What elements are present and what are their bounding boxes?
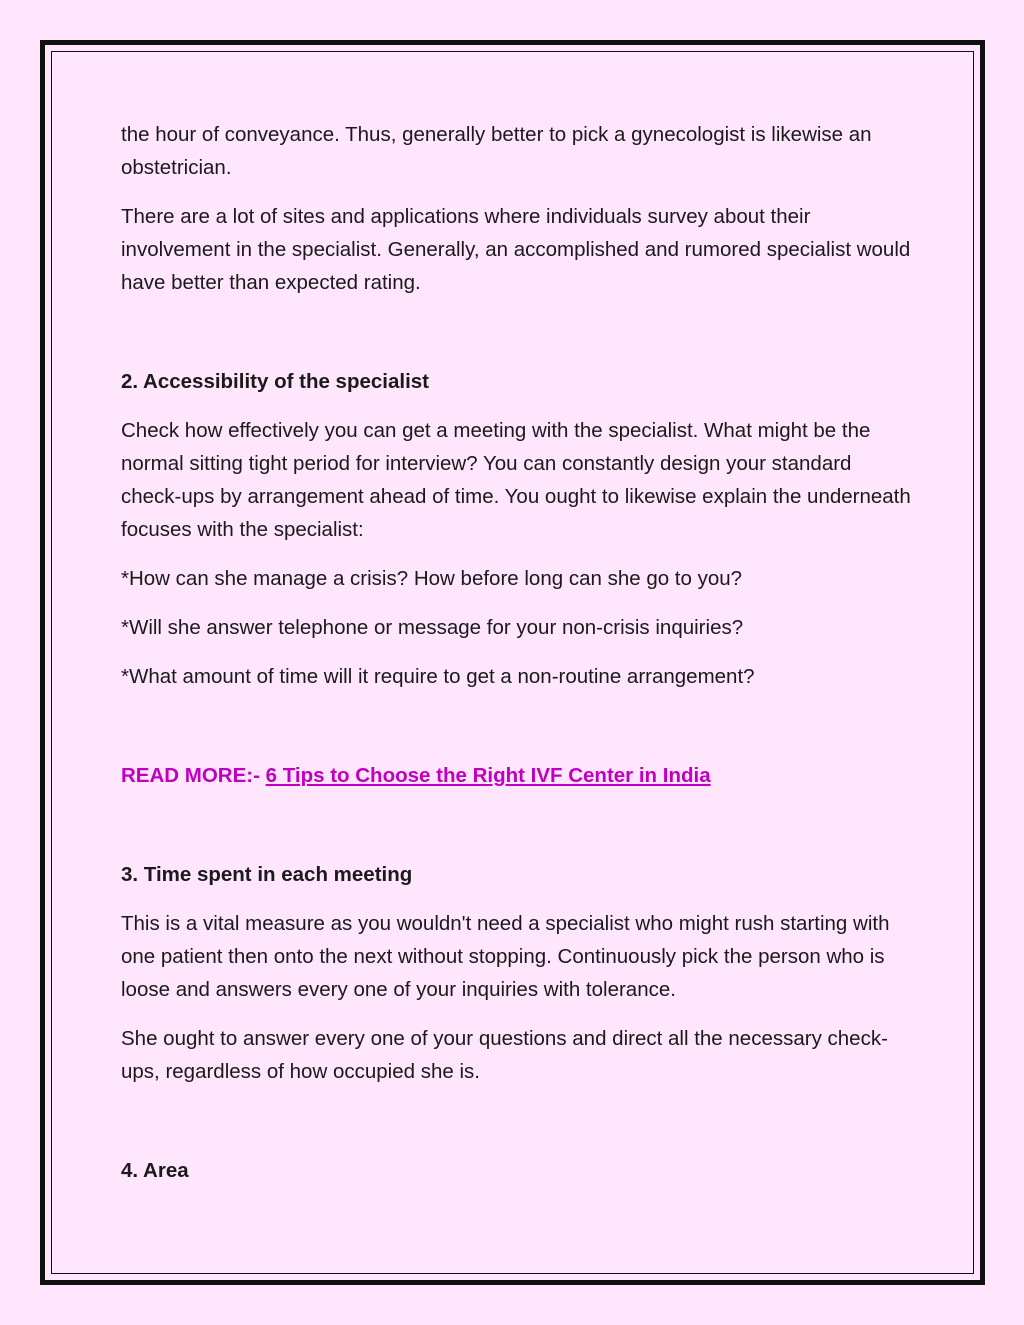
heading-time-spent: 3. Time spent in each meeting (121, 863, 413, 886)
read-more-line (121, 759, 911, 792)
paragraph-conveyance: the hour of conveyance. Thus, generally better to pick a gynecologist is likewise an obstetrician. (121, 123, 872, 179)
document-body (121, 118, 911, 1187)
paragraph-time-spent: This is a vital measure as you wouldn't need a specialist who might rush starting with one patient then onto the next without stopping. Continuously pick the person who is loose and answers every one of your inquiries with tolerance. (121, 912, 890, 1001)
paragraph-accessibility: Check how effectively you can get a meeting with the specialist. What might be the normal sitting tight period for interview? You can constantly design your standard check-ups by arrangement ahead of time. You ought to likewise explain the underneath focuses with the specialist: (121, 419, 911, 541)
heading-area: 4. Area (121, 1159, 189, 1182)
paragraph-questions: She ought to answer every one of your questions and direct all the necessary check-ups, regardless of how occupied she is. (121, 1027, 888, 1083)
question-non-routine: *What amount of time will it require to get a non-routine arrangement? (121, 665, 755, 688)
paragraph-ratings: There are a lot of sites and applications where individuals survey about their involvement in the specialist. Generally, an accomplished and rumored specialist would have better than expected rating. (121, 205, 911, 294)
heading-accessibility: 2. Accessibility of the specialist (121, 370, 430, 393)
read-more-label: READ MORE:- (121, 764, 266, 787)
question-crisis: *How can she manage a crisis? How before long can she go to you? (121, 567, 743, 590)
question-telephone: *Will she answer telephone or message for your non-crisis inquiries? (121, 616, 744, 639)
read-more-link[interactable]: 6 Tips to Choose the Right IVF Center in India (265, 764, 711, 787)
